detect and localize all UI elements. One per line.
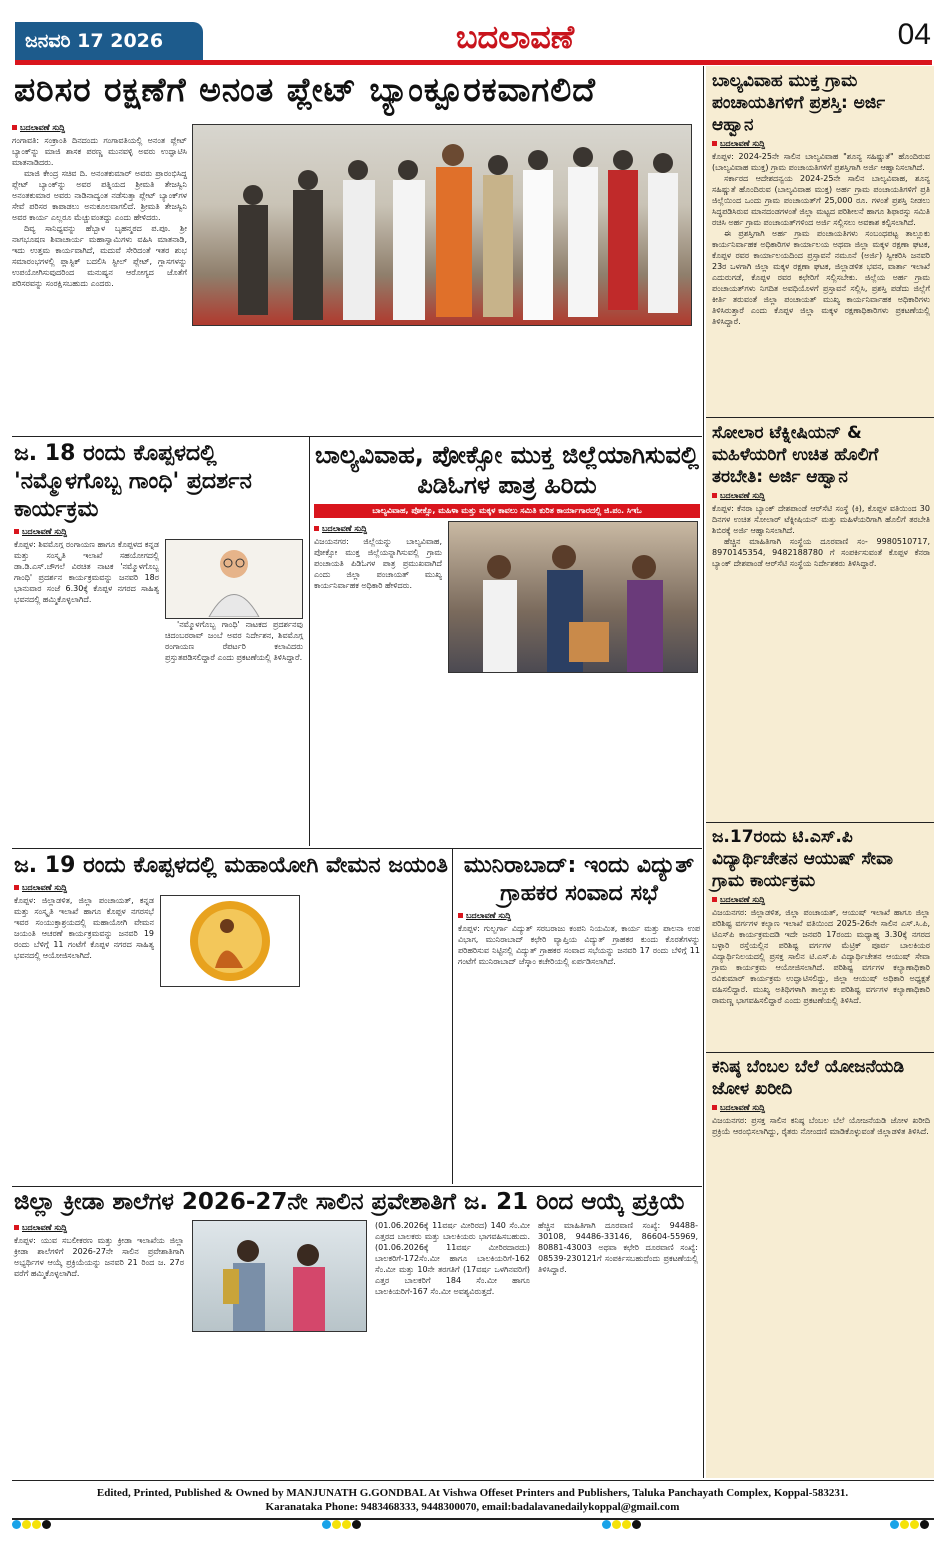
article-headline: ಬಾಲ್ಯವಿವಾಹ ಮುಕ್ತ ಗ್ರಾಮ ಪಂಚಾಯತಿಗಳಿಗೆ ಪ್ರಶಸ್ತಿ: ಅರ್ಜಿ ಆಹ್ವಾನ xyxy=(712,71,886,135)
lead-article-body xyxy=(12,120,187,289)
paragraph: ದಿವ್ಯ ಸಾನಿಧ್ಯವನ್ನು ಹೆಬ್ಬಾಳ ಬೃಹನ್ಮಠದ ಪ.ಪೂ. ಶ್ರೀ ನಾಗಭೂಷಣ ಶಿವಾಚಾರ್ಯ ಮಹಾಸ್ವಾಮಿಗಳು ವಹಿಸಿ ಮಾತನಾಡಿ, ಇದು ಉತ್ತಮ ಕಾರ್ಯವಾಗಿದೆ, ಮದುವೆ ಸೇರಿದಂತೆ ಇತರ ಶುಭ ಸಮಾರಂಭಗಳಲ್ಲಿ ಪ್ಲಾಸ್ಟಿಕ್ ಬದಲಿಸಿ ಸ್ಟೀಲ್ ಪ್ಲೇಟ್, ಗ್ಲಾಸಗಳನ್ನು ಉಪಯೋಗಿಸುವುದರಿಂದ ಮನುಷ್ಯನ ಆರೋಗ್ಯದ ಜೊತೆಗೆ ಪರಿಸರವನ್ನು ಸಂರಕ್ಷಿಸಬಹುದು ಎಂದರು. xyxy=(12,224,187,288)
paragraph: ವಿಜಯನಗರ: ಜಿಲ್ಲೆಯನ್ನು ಬಾಲ್ಯವಿವಾಹ, ಪೋಕ್ಸೋ ಮುಕ್ತ ಜಿಲ್ಲೆಯನ್ನಾಗಿಸುವಲ್ಲಿ ಗ್ರಾಮ ಪಂಚಾಯತಿ ಪಿಡಿಓಗಳ ಪಾತ್ರ ಪ್ರಮುಖವಾಗಿದೆ ಎಂದು ಜಿಲ್ಲಾ ಪಂಚಾಯತ್ ಮುಖ್ಯ ಕಾರ್ಯನಿರ್ವಾಹಕ ಅಧಿಕಾರಿ ಹೇಳಿದರು. xyxy=(314,537,442,590)
paragraph: ಕೊಪ್ಪಳ: ಜಿಲ್ಲಾಡಳಿತ, ಜಿಲ್ಲಾ ಪಂಚಾಯತ್, ಕನ್ನಡ ಮತ್ತು ಸಂಸ್ಕೃತಿ ಇಲಾಖೆ ಹಾಗೂ ಕೊಪ್ಪಳ ನಗರಸಭೆ ಇವರ ಸಂಯುಕ್ತಾಶ್ರಯದಲ್ಲಿ ಮಹಾಯೋಗಿ ವೇಮನ ಜಯಂತಿ ಆಚರಣೆ ಕಾರ್ಯಕ್ರಮವನ್ನು ಜನವರಿ 19 ರಂದು ಬೆಳಿಗ್ಗೆ 11 ಗಂಟೆಗೆ ಕೊಪ್ಪಳ ನಗರದ ಸಾಹಿತ್ಯ ಭವನದಲ್ಲಿ ಆಯೋಜಿಸಲಾಗಿದೆ. xyxy=(14,896,154,960)
article-headline: ಜಿಲ್ಲಾ ಕ್ರೀಡಾ ಶಾಲೆಗಳ 2026-27ನೇ ಸಾಲಿನ ಪ್ರವೇಶಾತಿಗೆ ಜ. 21 ರಿಂದ ಆಯ್ಕೆ ಪ್ರಕ್ರಿಯೆ xyxy=(14,1189,686,1215)
paragraph: ಹೆಚ್ಚಿನ ಮಾಹಿತಿಗಾಗಿ ದೂರವಾಣಿ ಸಂಖ್ಯೆ: 94488-30108, 94486-33146, 86604-55969, 80881-43003 ಅಥವಾ ಕಛೇರಿ ದೂರವಾಣಿ ಸಂಖ್ಯೆ: 08539-230121ಗೆ ಸಂಪರ್ಕಿಸಬಹುದೆಂದು ಪ್ರಕಟಣೆಯಲ್ಲಿ ತಿಳಿಸಿದ್ದಾರೆ. xyxy=(538,1221,698,1274)
paragraph: ಸರ್ಕಾರದ ಆದೇಶದನ್ವಯ 2024-25ನೇ ಸಾಲಿನ ಬಾಲ್ಯವಿವಾಹ, ಶೂನ್ಯ ಸಹಿಷ್ಣುತೆ ಹೊಂದಿರುವ (ಬಾಲ್ಯವಿವಾಹ ಮುಕ್ತ) ಅರ್ಹ ಗ್ರಾಮ ಪಂಚಾಯತಿಗಳಿಗೆ ಪ್ರತಿ ಜಿಲ್ಲೆಯಿಂದ ಒಂದು ಗ್ರಾಮ ಪಂಚಾಯತ್‌ಗೆ 25,000 ರೂ. ಗಳಂತೆ ಪ್ರಶಸ್ತಿ ನೀಡಲು ಸಿದ್ಧಪಡಿಸಿರುವ ಮಾನದಂಡಗಳಂತೆ ಜಿಲ್ಲಾ ಮಟ್ಟದ ಪರಿಶೀಲನೆ ಹಾಗೂ ಶಿಫಾರಸ್ಸು ಸಮಿತಿ ರಚಿಸಿ ಅರ್ಹ ಗ್ರಾಮ ಪಂಚಾಯತ್‌ಗಳಿಂದ ಅರ್ಜಿ ಸಲ್ಲಿಸಲು ಅವಕಾಶ ಕಲ್ಪಿಸಲಾಗಿದೆ. xyxy=(712,174,930,227)
masthead-logo: ಬದಲಾವಣೆ xyxy=(455,18,575,56)
article-headline: ಕನಿಷ್ಠ ಬೆಂಬಲ ಬೆಲೆ ಯೋಜನೆಯಡಿ ಜೋಳ ಖರೀದಿ xyxy=(712,1057,905,1099)
byline: ಬದಲಾವಣೆ ಸುದ್ದಿ xyxy=(12,123,187,133)
byline: ಬದಲಾವಣೆ ಸುದ್ದಿ xyxy=(458,911,700,921)
article-headline: ಮುನಿರಾಬಾದ್: ಇಂದು ವಿದ್ಯುತ್ ಗ್ರಾಹಕರ ಸಂವಾದ ಸಭೆ xyxy=(463,853,695,906)
article-headline: ಬಾಲ್ಯವಿವಾಹ, ಪೋಕ್ಸೋ ಮುಕ್ತ ಜಿಲ್ಲೆಯಾಗಿಸುವಲ್ಲಿ ಪಿಡಿಓಗಳ ಪಾತ್ರ ಹಿರಿದು xyxy=(315,441,699,499)
gandhi-article xyxy=(14,440,304,663)
imprint xyxy=(0,1486,945,1514)
byline: ಬದಲಾವಣೆ ಸುದ್ದಿ xyxy=(14,883,450,893)
imprint-line: Edited, Printed, Published & Owned by MANJUNATH G.GONDBAL At Vishwa Offeset Printers and Publishers, Taluka Panchayath Complex, Koppal-583231. xyxy=(96,1487,849,1499)
paragraph: ವಿಜಯನಗರ: ಜಿಲ್ಲಾಡಳಿತ, ಜಿಲ್ಲಾ ಪಂಚಾಯತ್, ಆಯುಷ್ ಇಲಾಖೆ ಹಾಗೂ ಜಿಲ್ಲಾ ಪರಿಶಿಷ್ಟ ವರ್ಗಗಳ ಕಲ್ಯಾಣ ಇಲಾಖೆ ವತಿಯಿಂದ 2025-26ನೇ ಸಾಲಿನ ಎಸ್.ಸಿ.ಪಿ, ಟಿಎಸ್‌ಪಿ ಕಾರ್ಯಕ್ರಮದಡಿ ಇದೇ ಜನವರಿ 17ರಂದು ಮಧ್ಯಾಹ್ನ 3.30ಕ್ಕೆ ನಗರದ ಬಳ್ಳಾರಿ ರಸ್ತೆಯಲ್ಲಿನ ಪರಿಶಿಷ್ಟ ವರ್ಗಗಳ ಮೆಟ್ರಿಕ್ ಪೂರ್ವ ಬಾಲಕಿಯರ ವಿದ್ಯಾರ್ಥಿನಿಲಯದಲ್ಲಿ ಪ್ರಸಕ್ತ ಸಾಲಿನ ಟಿ.ಎಸ್.ಪಿ ವಿದ್ಯಾರ್ಥಿಚೇತನ ಆಯುಷ್ ಸೇವಾ ಗ್ರಾಮ ಕಾರ್ಯಕ್ರಮ ಆಯೋಜಿಸಲಾಗಿದೆ. ಪರಿಶಿಷ್ಟ ವರ್ಗಗಳ ಕಲ್ಯಾಣಾಧಿಕಾರಿ ರವಿಕುಮಾರ್ ಕಾರ್ಯಕ್ರಮ ಉದ್ಘಾಟಿಸಲಿದ್ದು, ಜಿಲ್ಲಾ ಆಯುಷ್ ಅಧಿಕಾರಿ ಅಧ್ಯಕ್ಷತೆ ವಹಿಸಲಿದ್ದಾರೆ. ಮುಖ್ಯ ಅತಿಥಿಗಳಾಗಿ ತಾಲ್ಲೂಕು ಪರಿಶಿಷ್ಟ ವರ್ಗಗಳ ಕಲ್ಯಾಣಾಧಿಕಾರಿ ರಾಮಣ್ಣ ಭಾಗವಹಿಸಲಿದ್ದಾರೆ ಎಂದು ಪ್ರಕಟಣೆಯಲ್ಲಿ ತಿಳಿಸಿದೆ. xyxy=(712,908,930,1005)
divider xyxy=(706,1052,934,1053)
registration-marks xyxy=(602,1520,641,1529)
paragraph: ಕೊಪ್ಪಳ: ಶಿವಮೊಗ್ಗ ರಂಗಾಯಣ ಹಾಗೂ ಕೊಪ್ಪಳದ ಕನ್ನಡ ಮತ್ತು ಸಂಸ್ಕೃತಿ ಇಲಾಖೆ ಸಹಯೋಗದಲ್ಲಿ ಡಾ.ಡಿ.ಎಸ್.ಚೌಗಲೆ ವಿರಚಿತ ನಾಟಕ 'ನಮ್ಮೊಳಗೊಬ್ಬ ಗಾಂಧಿ' ಪ್ರದರ್ಶನ ಕಾರ್ಯಕ್ರಮವನ್ನು ಜನವರಿ 18ರ ಭಾನುವಾರ ಸಂಜೆ 6.30ಕ್ಕೆ ಕೊಪ್ಪಳ ನಗರದ ಸಾಹಿತ್ಯ ಭವನದಲ್ಲಿ ಹಮ್ಮಿಕೊಳ್ಳಲಾಗಿದೆ. xyxy=(14,540,159,604)
imprint-contact: Karanataka Phone: 9483468333, 9448300070, email:badalavanedailykoppal@gmail.com xyxy=(265,1501,680,1513)
group-of-people-illustration xyxy=(193,125,692,326)
paragraph: ವಿಜಯನಗರ: ಪ್ರಸಕ್ತ ಸಾಲಿನ ಕನಿಷ್ಠ ಬೆಂಬಲ ಬೆಲೆ ಯೋಜನೆಯಡಿ ಜೋಳ ಖರೀದಿ ಪ್ರಕ್ರಿಯೆ ಆರಂಭಿಸಲಾಗಿದ್ದು, ರೈತರು ನೋಂದಣಿ ಮಾಡಿಕೊಳ್ಳುವಂತೆ ಜಿಲ್ಲಾಡಳಿತ ತಿಳಿಸಿದೆ. xyxy=(712,1116,930,1136)
byline: ಬದಲಾವಣೆ ಸುದ್ದಿ xyxy=(14,1223,184,1233)
byline: ಬದಲಾವಣೆ ಸುದ್ದಿ xyxy=(712,491,930,501)
paragraph: ಹೆಚ್ಚಿನ ಮಾಹಿತಿಗಾಗಿ ಸಂಸ್ಥೆಯ ದೂರವಾಣಿ ಸಂ- 9980510717, 8970145354, 9482188780 ಗೆ ಸಂಪರ್ಕಿಸುವಂತೆ ಕೊಪ್ಪಳ ಕೆನರಾ ಬ್ಯಾಂಕ್ ದೇಶಪಾಂಡೆ ಆರ್‌ಸೆಟಿ ಸಂಸ್ಥೆಯ ನಿರ್ದೇಶಕರು ತಿಳಿಸಿದ್ದಾರೆ. xyxy=(712,537,930,568)
article-headline: ಜ. 19 ರಂದು ಕೊಪ್ಪಳದಲ್ಲಿ ಮಹಾಯೋಗಿ ವೇಮನ ಜಯಂತಿ xyxy=(14,853,448,878)
divider xyxy=(12,848,702,849)
byline: ಬದಲಾವಣೆ ಸುದ್ದಿ xyxy=(712,139,930,149)
divider xyxy=(12,436,702,437)
byline: ಬದಲಾವಣೆ ಸುದ್ದಿ xyxy=(14,527,304,537)
page-number: 04 xyxy=(897,18,931,51)
paragraph: ಈ ಪ್ರಶಸ್ತಿಗಾಗಿ ಅರ್ಹ ಗ್ರಾಮ ಪಂಚಾಯತಿಗಳು ಸಂಬಂಧಪಟ್ಟ ತಾಲ್ಲೂಕು ಕಾರ್ಯನಿರ್ವಾಹಕ ಅಧಿಕಾರಿಗಳ ಕಾರ್ಯಾಲಯ ಅಥವಾ ಜಿಲ್ಲಾ ಮಕ್ಕಳ ರಕ್ಷಣಾ ಘಟಕ, ಕೊಪ್ಪಳ ರವರ ಕಾರ್ಯಾಲಯದಿಂದ ಪ್ರಸ್ತಾವನೆ ನಮೂನೆ (ಅರ್ಜಿ) ಸ್ವೀಕರಿಸಿ ಜನವರಿ 23ರ ಒಳಗಾಗಿ ಜಿಲ್ಲಾ ಮಕ್ಕಳ ರಕ್ಷಣಾ ಘಟಕ, ಜಿಲ್ಲಾಡಳಿತ ಭವನ, ವಾರ್ತಾ ಇಲಾಖೆ ಎದುರುಗಡೆ, ಕೊಪ್ಪಳ ರವರ ಕಛೇರಿಗೆ ಸಲ್ಲಿಸಬೇಕು. ಜಿಲ್ಲೆಯ ಅರ್ಹ ಗ್ರಾಮ ಪಂಚಾಯತ್‌ಗಳು ನಿಗದಿತ ಅವಧಿಯೊಳಗೆ ಪ್ರಸ್ತಾವನೆ ಸಲ್ಲಿಸಿ, ಪ್ರಶಸ್ತಿ ಪಡೆದು ಜಿಲ್ಲೆಗೆ ಕೀರ್ತಿ ತರುವಂತೆ ಜಿಲ್ಲಾ ಪಂಚಾಯತ್ ಮುಖ್ಯ ಕಾರ್ಯನಿರ್ವಾಹಕ ಅಧಿಕಾರಿಗಳು ತಿಳಿಸಿರುತ್ತಾರೆ ಎಂದು ಕೊಪ್ಪಳ ಜಿಲ್ಲಾ ಮಕ್ಕಳ ರಕ್ಷಣಾಧಿಕಾರಿಗಳು ಪ್ರಕಟಣೆಯಲ್ಲಿ ತಿಳಿಸಿದ್ದಾರೆ. xyxy=(712,229,930,326)
sidebar-article xyxy=(712,70,930,327)
paragraph: ಕೊಪ್ಪಳ: 2024-25ನೇ ಸಾಲಿನ ಬಾಲ್ಯವಿವಾಹ "ಶೂನ್ಯ ಸಹಿಷ್ಣುತೆ" ಹೊಂದಿರುವ (ಬಾಲ್ಯವಿವಾಹ ಮುಕ್ತ) ಗ್ರಾಮ ಪಂಚಾಯತಿಗಳಿಗೆ ಪ್ರಶಸ್ತಿಗಾಗಿ ಅರ್ಜಿ ಆಹ್ವಾನಿಸಲಾಗಿದೆ. xyxy=(712,152,930,172)
subhead-banner: ಬಾಲ್ಯವಿವಾಹ, ಪೋಕ್ಸೊ, ಮಹಿಳಾ ಮತ್ತು ಮಕ್ಕಳ ಕಾವಲು ಸಮಿತಿ ಕುರಿತ ಕಾರ್ಯಾಗಾರದಲ್ಲಿ ಜಿ.ಪಂ. ಸಿಇಓ xyxy=(314,504,700,518)
paragraph: (01.06.2026ಕ್ಕೆ 11ವರ್ಷ ಮೀರಿರದ) 140 ಸೆಂ.ಮೀ ಎತ್ತರದ ಬಾಲಕರು ಮತ್ತು ಬಾಲಕಿಯರು ಭಾಗವಹಿಸಬಹುದು. (01.06.2026ಕ್ಕೆ 11ವರ್ಷ ಮೀರಿರದಾರದು) ಬಾಲಕರಿಗೆ-172ಸೆಂ.ಮೀ ಹಾಗೂ ಬಾಲಕಿಯರಿಗೆ-162 ಸೆಂ.ಮೀ ಮತ್ತು 10ನೇ ತರಗತಿಗೆ (17ವರ್ಷ ಒಳಗಿನವರಿಗೆ) ಎತ್ತರ ಬಾಲಕರಿಗೆ 184 ಸೆಂ.ಮೀ ಹಾಗೂ ಬಾಲಕಿಯರಿಗೆ-167 ಸೆಂ.ಮೀ ಅವಶ್ಯವಿರುತ್ತದೆ. xyxy=(375,1221,530,1296)
plate-bank-event-photo xyxy=(192,124,692,326)
header-rule xyxy=(15,60,932,65)
lead-headline: ಪರಿಸರ ರಕ್ಷಣೆಗೆ ಅನಂತ ಪ್ಲೇಟ್ ಬ್ಯಾಂಕ್ಪೂರಕವಾಗಲಿದೆ xyxy=(14,70,596,109)
sidebar-article xyxy=(712,1056,930,1137)
sidebar-article xyxy=(712,422,930,569)
paragraph: ಕೊಪ್ಪಳ: ಕೆನರಾ ಬ್ಯಾಂಕ್ ದೇಶಪಾಂಡೆ ಆರ್‌ಸೆಟಿ ಸಂಸ್ಥೆ (ಕಿ), ಕೊಪ್ಪಳ ವತಿಯಿಂದ 30 ದಿನಗಳ ಉಚಿತ ಸೋಲಾರ್ ಟೆಕ್ನೀಷಿಯನ್ ಮತ್ತು ಮಹಿಳೆಯರಿಗಾಗಿ ಹೊಲಿಗೆ ತರಬೇತಿ ಶಿಬಿರಕ್ಕೆ ಅರ್ಜಿ ಆಹ್ವಾನಿಸಲಾಗಿದೆ. xyxy=(712,504,930,535)
column-divider xyxy=(309,436,310,846)
registration-marks xyxy=(12,1520,51,1529)
divider xyxy=(12,1186,702,1187)
registration-marks xyxy=(322,1520,361,1529)
workshop-photo xyxy=(448,521,698,673)
column-divider xyxy=(703,66,704,1478)
munirabad-article xyxy=(458,852,700,967)
gandhi-illustration xyxy=(165,539,303,619)
registration-rule xyxy=(12,1518,934,1520)
pocso-article xyxy=(314,440,700,673)
byline: ಬದಲಾವಣೆ ಸುದ್ದಿ xyxy=(314,524,442,534)
paragraph: ಗಂಗಾವತಿ: ಸಂಕ್ರಾಂತಿ ದಿನದಂದು ಗಂಗಾವತಿಯಲ್ಲಿ ಅನಂತ ಪ್ಲೇಟ್ ಬ್ಯಾಂಕ್‌ನ್ನು ಮಾಜಿ ಶಾಸಕ ಪರಣ್ಣ ಮುನವಳ್ಳಿ ಅವರು ಉದ್ಘಾಟಿಸಿ ಮಾತನಾಡಿದರು. xyxy=(12,136,187,167)
divider xyxy=(706,417,934,418)
vemana-portrait xyxy=(160,895,300,987)
students-photo xyxy=(192,1220,367,1332)
divider xyxy=(706,822,934,823)
column-divider xyxy=(452,848,453,1184)
article-headline: ಜ. 18 ರಂದು ಕೊಪ್ಪಳದಲ್ಲಿ 'ನಮ್ಮೊಳಗೊಬ್ಬ ಗಾಂಧಿ' ಪ್ರದರ್ಶನ ಕಾರ್ಯಕ್ರಮ xyxy=(14,441,252,522)
footer-rule xyxy=(12,1480,934,1481)
registration-marks xyxy=(890,1520,929,1529)
paragraph: 'ನಮ್ಮೊಳಗೊಬ್ಬ ಗಾಂಧಿ' ನಾಟಕದ ಪ್ರದರ್ಶನವು ಚಿದಂಬರರಾವ್ ಜಂಬೆ ಅವರ ನಿರ್ದೇಶನ, ಶಿವಮೊಗ್ಗ ರಂಗಾಯಣ ರೆಪರ್ಟರಿ ಕಲಾವಿದರು ಪ್ರಸ್ತುತಪಡಿಸಲಿದ್ದಾರೆ ಎಂದು ಪ್ರಕಟಣೆಯಲ್ಲಿ ತಿಳಿಸಿದ್ದಾರೆ. xyxy=(165,620,303,662)
paragraph: ಮಾಜಿ ಕೇಂದ್ರ ಸಚಿವ ದಿ. ಅನಂತಕುಮಾರ್ ಅವರು ಪ್ರಾರಂಭಿಸಿದ್ದ ಪ್ಲೇಟ್ ಬ್ಯಾಂಕ್‌ನ್ನು ಅವರ ಪತ್ನಿಯದ ಶ್ರೀಮತಿ ತೇಜಸ್ವಿನಿ ಅನಂತಕುಮಾರ ಅವರು ನಾಡಿನಾದ್ಯಂತ ನಡೆಸುತ್ತಾ ಪ್ಲೇಟ್ ಬ್ಯಾಂಕ್‌ಗಳ ಸೇವೆ ಪರಿಸರ ಕಾಪಾಡಲು ಅನುಕೂಲವಾಗಲಿದೆ. ಶ್ರೀಮತಿ ತೇಜಸ್ವಿನಿ ಅವರ ಕಾರ್ಯ ಎಲ್ಲರೂ ಮೆಚ್ಚುವಂತದ್ದು ಎಂದು ಹೇಳಿದರು. xyxy=(12,169,187,222)
article-headline: ಸೋಲಾರ ಟೆಕ್ನೀಷಿಯನ್ & ಮಹಿಳೆಯರಿಗೆ ಉಚಿತ ಹೊಲಿಗೆ ತರಬೇತಿ: ಅರ್ಜಿ ಆಹ್ವಾನ xyxy=(712,423,879,487)
sports-article xyxy=(14,1188,700,1332)
sidebar-article xyxy=(712,826,930,1006)
byline: ಬದಲಾವಣೆ ಸುದ್ದಿ xyxy=(712,895,930,905)
vemana-article xyxy=(14,852,450,987)
article-headline: ಜ.17ರಂದು ಟಿ.ಎಸ್.ಪಿ ವಿದ್ಯಾರ್ಥಿಚೇತನ ಆಯುಷ್ ಸೇವಾ ಗ್ರಾಮ ಕಾರ್ಯಕ್ರಮ xyxy=(712,827,893,891)
paragraph: ಕೊಪ್ಪಳ: ಗುಲ್ಬರ್ಗಾ ವಿದ್ಯುತ್ ಸರಬರಾಜು ಕಂಪನಿ ನಿಯಮಿತ, ಕಾರ್ಯ ಮತ್ತು ಪಾಲನಾ ಉಪ ವಿಭಾಗ, ಮುನಿರಾಬಾದ್ ಕಛೇರಿ ವ್ಯಾಪ್ತಿಯ ವಿದ್ಯುತ್ ಗ್ರಾಹಕರ ಕುಂದು ಕೊರತೆಗಳನ್ನು ಪರಿಹರಿಸುವ ನಿಟ್ಟಿನಲ್ಲಿ ವಿದ್ಯುತ್ ಗ್ರಾಹಕರ ಸಂವಾದ ಸಭೆಯನ್ನು ಜನವರಿ 17 ರಂದು ಬೆಳಿಗ್ಗೆ 11 ಗಂಟೆಗೆ ಮುನಿರಾಬಾದ್ ಜೆಸ್ಕಾಂ ಕಚೇರಿಯಲ್ಲಿ ಏರ್ಪಡಿಸಲಾಗಿದೆ. xyxy=(458,924,700,966)
paragraph: ಕೊಪ್ಪಳ: ಯುವ ಸಬಲೀಕರಣ ಮತ್ತು ಕ್ರೀಡಾ ಇಲಾಖೆಯ ಜಿಲ್ಲಾ ಕ್ರೀಡಾ ಶಾಲೆಗಳಿಗೆ 2026-27ನೇ ಸಾಲಿನ ಪ್ರವೇಶಾತಿಗಾಗಿ ಅಭ್ಯರ್ಥಿಗಳ ಆಯ್ಕೆ ಪ್ರಕ್ರಿಯೆಯನ್ನು ಜನವರಿ 21 ರಿಂದ ಜ. 27ರ ವರೆಗೆ ಹಮ್ಮಿಕೊಳ್ಳಲಾಗಿದೆ. xyxy=(14,1236,184,1278)
issue-date: ಜನವರಿ 17 2026 xyxy=(15,22,203,60)
byline: ಬದಲಾವಣೆ ಸುದ್ದಿ xyxy=(712,1103,930,1113)
